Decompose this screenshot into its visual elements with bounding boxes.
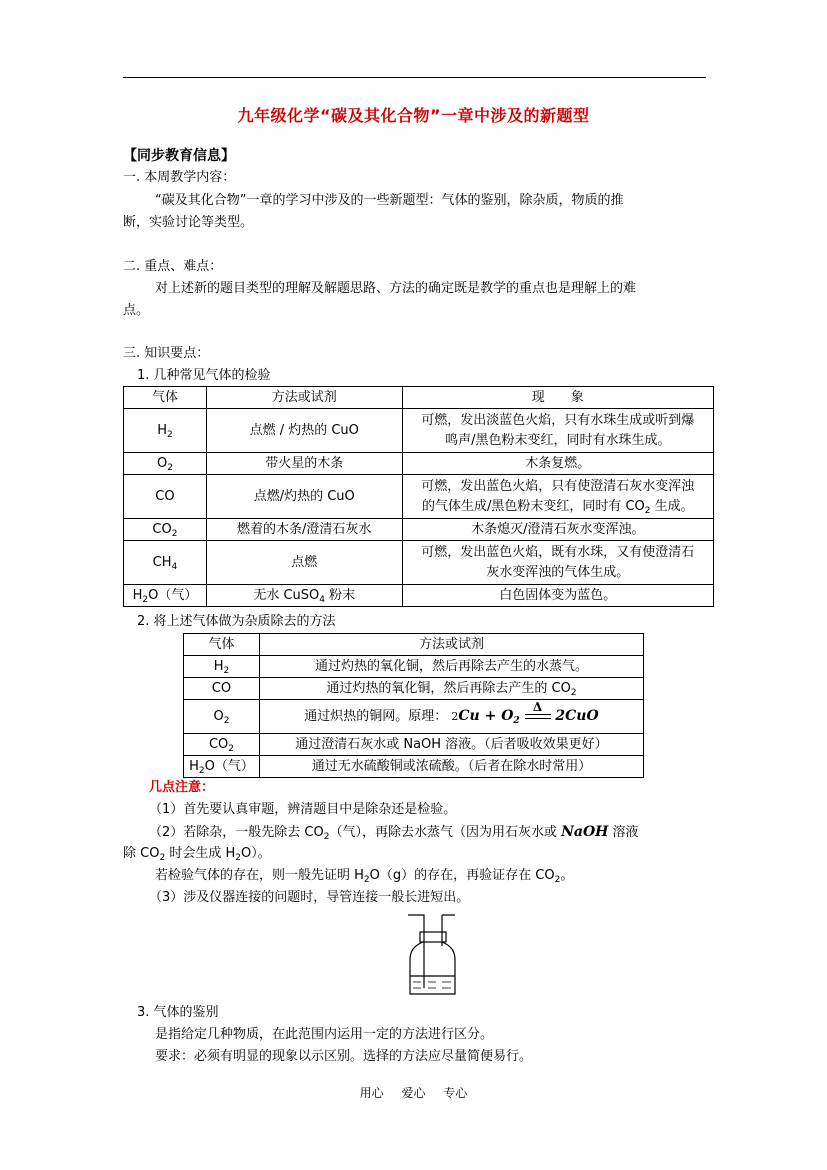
method-cell: 燃着的木条/澄清石灰水 — [206, 519, 402, 541]
header-method: 方法或试剂 — [259, 634, 643, 656]
def-1: 是指给定几种物质，在此范围内运用一定的方法进行区分。 — [155, 1027, 494, 1042]
gas-cell: $H_2O$（气） — [124, 585, 207, 607]
method-cell: 点燃 — [206, 541, 402, 585]
note-2-cont: 除 $CO_2$ 时会生成 $H_2O$）。 — [123, 846, 271, 863]
method-cell: 通过炽热的铜网。原理： $2Cu + O_2$ Δ 2CuO — [259, 700, 643, 734]
gas-cell: CO — [124, 475, 207, 519]
s1-heading: 一. 本周教学内容： — [123, 170, 236, 185]
table-row — [124, 519, 714, 541]
s2-heading: 二. 重点、难点： — [123, 259, 223, 274]
s3-sub3: 3. 气体的鉴别 — [137, 1005, 219, 1020]
s1-line2: 断，实验讨论等类型。 — [123, 215, 254, 230]
header-gas: 气体 — [184, 634, 260, 656]
s1-line1: “碳及其化合物”一章的学习中涉及的一些新题型：气体的鉴别，除杂质，物质的推 — [155, 193, 624, 208]
def-2: 要求：必须有明显的现象以示区别。选择的方法应尽量简便易行。 — [155, 1049, 533, 1064]
method-cell: 通过澄清石灰水或 NaOH 溶液。（后者吸收效果更好） — [259, 734, 643, 756]
method-cell: 点燃 / 灼热的 CuO — [206, 409, 402, 453]
phenomenon-cell: 可燃，发出蓝色火焰，既有水珠，又有使澄清石 灰水变浑浊的气体生成。 — [402, 541, 713, 585]
phenomenon-cell: 可燃，发出蓝色火焰，只有使澄清石灰水变浑浊 的气体生成/黑色粉末变红，同时有 $CO_2$ 生成。 — [402, 475, 713, 519]
method-cell: 通过无水硫酸铜或浓硫酸。（后者在除水时常用） — [259, 756, 643, 778]
table-row — [184, 700, 644, 734]
method-cell: 通过灼热的氧化铜，然后再除去产生的水蒸气。 — [259, 656, 643, 678]
heat-equals-sign: Δ — [525, 714, 551, 719]
gas-cell: $O_2$ — [124, 453, 207, 475]
table-row — [124, 409, 714, 453]
s3-sub2: 2. 将上述气体做为杂质除去的方法 — [137, 614, 336, 629]
notes-heading: 几点注意： — [149, 780, 215, 795]
method-cell: 通过灼热的氧化铜，然后再除去产生的 $CO_2$ — [259, 678, 643, 700]
bottle-body — [410, 942, 455, 994]
method-cell: 带火星的木条 — [206, 453, 402, 475]
s2-line1: 对上述新的题目类型的理解及解题思路、方法的确定既是教学的重点也是理解上的难 — [155, 281, 637, 296]
gas-cell: $CO_2$ — [184, 734, 260, 756]
header-gas: 气体 — [124, 387, 207, 409]
s3-heading: 三. 知识要点： — [123, 346, 210, 361]
phenomenon-cell: 木条复燃。 — [402, 453, 713, 475]
gas-cell: $CH_4$ — [124, 541, 207, 585]
note-3: 若检验气体的存在，则一般先证明 $H_2O(g)$的存在，再验证存在 $CO_2$。 — [155, 868, 574, 885]
gas-cell: $H_2O$（气） — [184, 756, 260, 778]
gas-cell: CO — [184, 678, 260, 700]
s3-sub1: 1. 几种常见气体的检验 — [137, 368, 271, 383]
method-cell: 无水 CuSO$_4$ 粉末 — [206, 585, 402, 607]
phenomenon-cell: 可燃，发出淡蓝色火焰，只有水珠生成或听到爆 鸣声/黑色粉末变红，同时有水珠生成。 — [402, 409, 713, 453]
table-row — [124, 585, 714, 607]
note-1: （1）首先要认真审题，辨清题目中是除杂还是检验。 — [149, 802, 457, 817]
gas-cell: $H_2$ — [184, 656, 260, 678]
table-row — [184, 656, 644, 678]
gas-cell: $H_2$ — [124, 409, 207, 453]
section-header: 【同步教育信息】 — [123, 148, 235, 164]
impurity-removal-table — [183, 633, 644, 778]
table-row — [184, 756, 644, 778]
table-header-row — [184, 634, 644, 656]
reaction-formula: $2Cu + O_2$ Δ 2CuO — [451, 699, 599, 726]
table-row — [124, 453, 714, 475]
gas-washing-bottle-illustration — [395, 910, 470, 1000]
page-title: 九年级化学“碳及其化合物”一章中涉及的新题型 — [237, 106, 590, 125]
phenomenon-cell: 白色固体变为蓝色。 — [402, 585, 713, 607]
table-row — [124, 475, 714, 519]
gas-cell: $CO_2$ — [124, 519, 207, 541]
gas-test-table — [123, 386, 714, 607]
s2-line2: 点。 — [123, 303, 150, 318]
note-2: （2）若除杂，一般先除去 $CO_2$（气），再除去水蒸气（因为用石灰水或 NaOH 溶液 — [149, 824, 639, 842]
note-4: （3）涉及仪器连接的问题时，导管连接一般长进短出。 — [149, 890, 470, 905]
table-header-row — [124, 387, 714, 409]
gas-cell: $O_2$ — [184, 700, 260, 734]
method-cell: 点燃/灼热的 CuO — [206, 475, 402, 519]
header-method: 方法或试剂 — [206, 387, 402, 409]
phenomenon-cell: 木条熄灭/澄清石灰水变浑浊。 — [402, 519, 713, 541]
header-phenomenon: 现 象 — [402, 387, 713, 409]
table-row — [184, 678, 644, 700]
header-rule — [123, 77, 706, 78]
footer: 用心 爱心 专心 — [359, 1086, 468, 1100]
table-row — [184, 734, 644, 756]
table-row — [124, 541, 714, 585]
